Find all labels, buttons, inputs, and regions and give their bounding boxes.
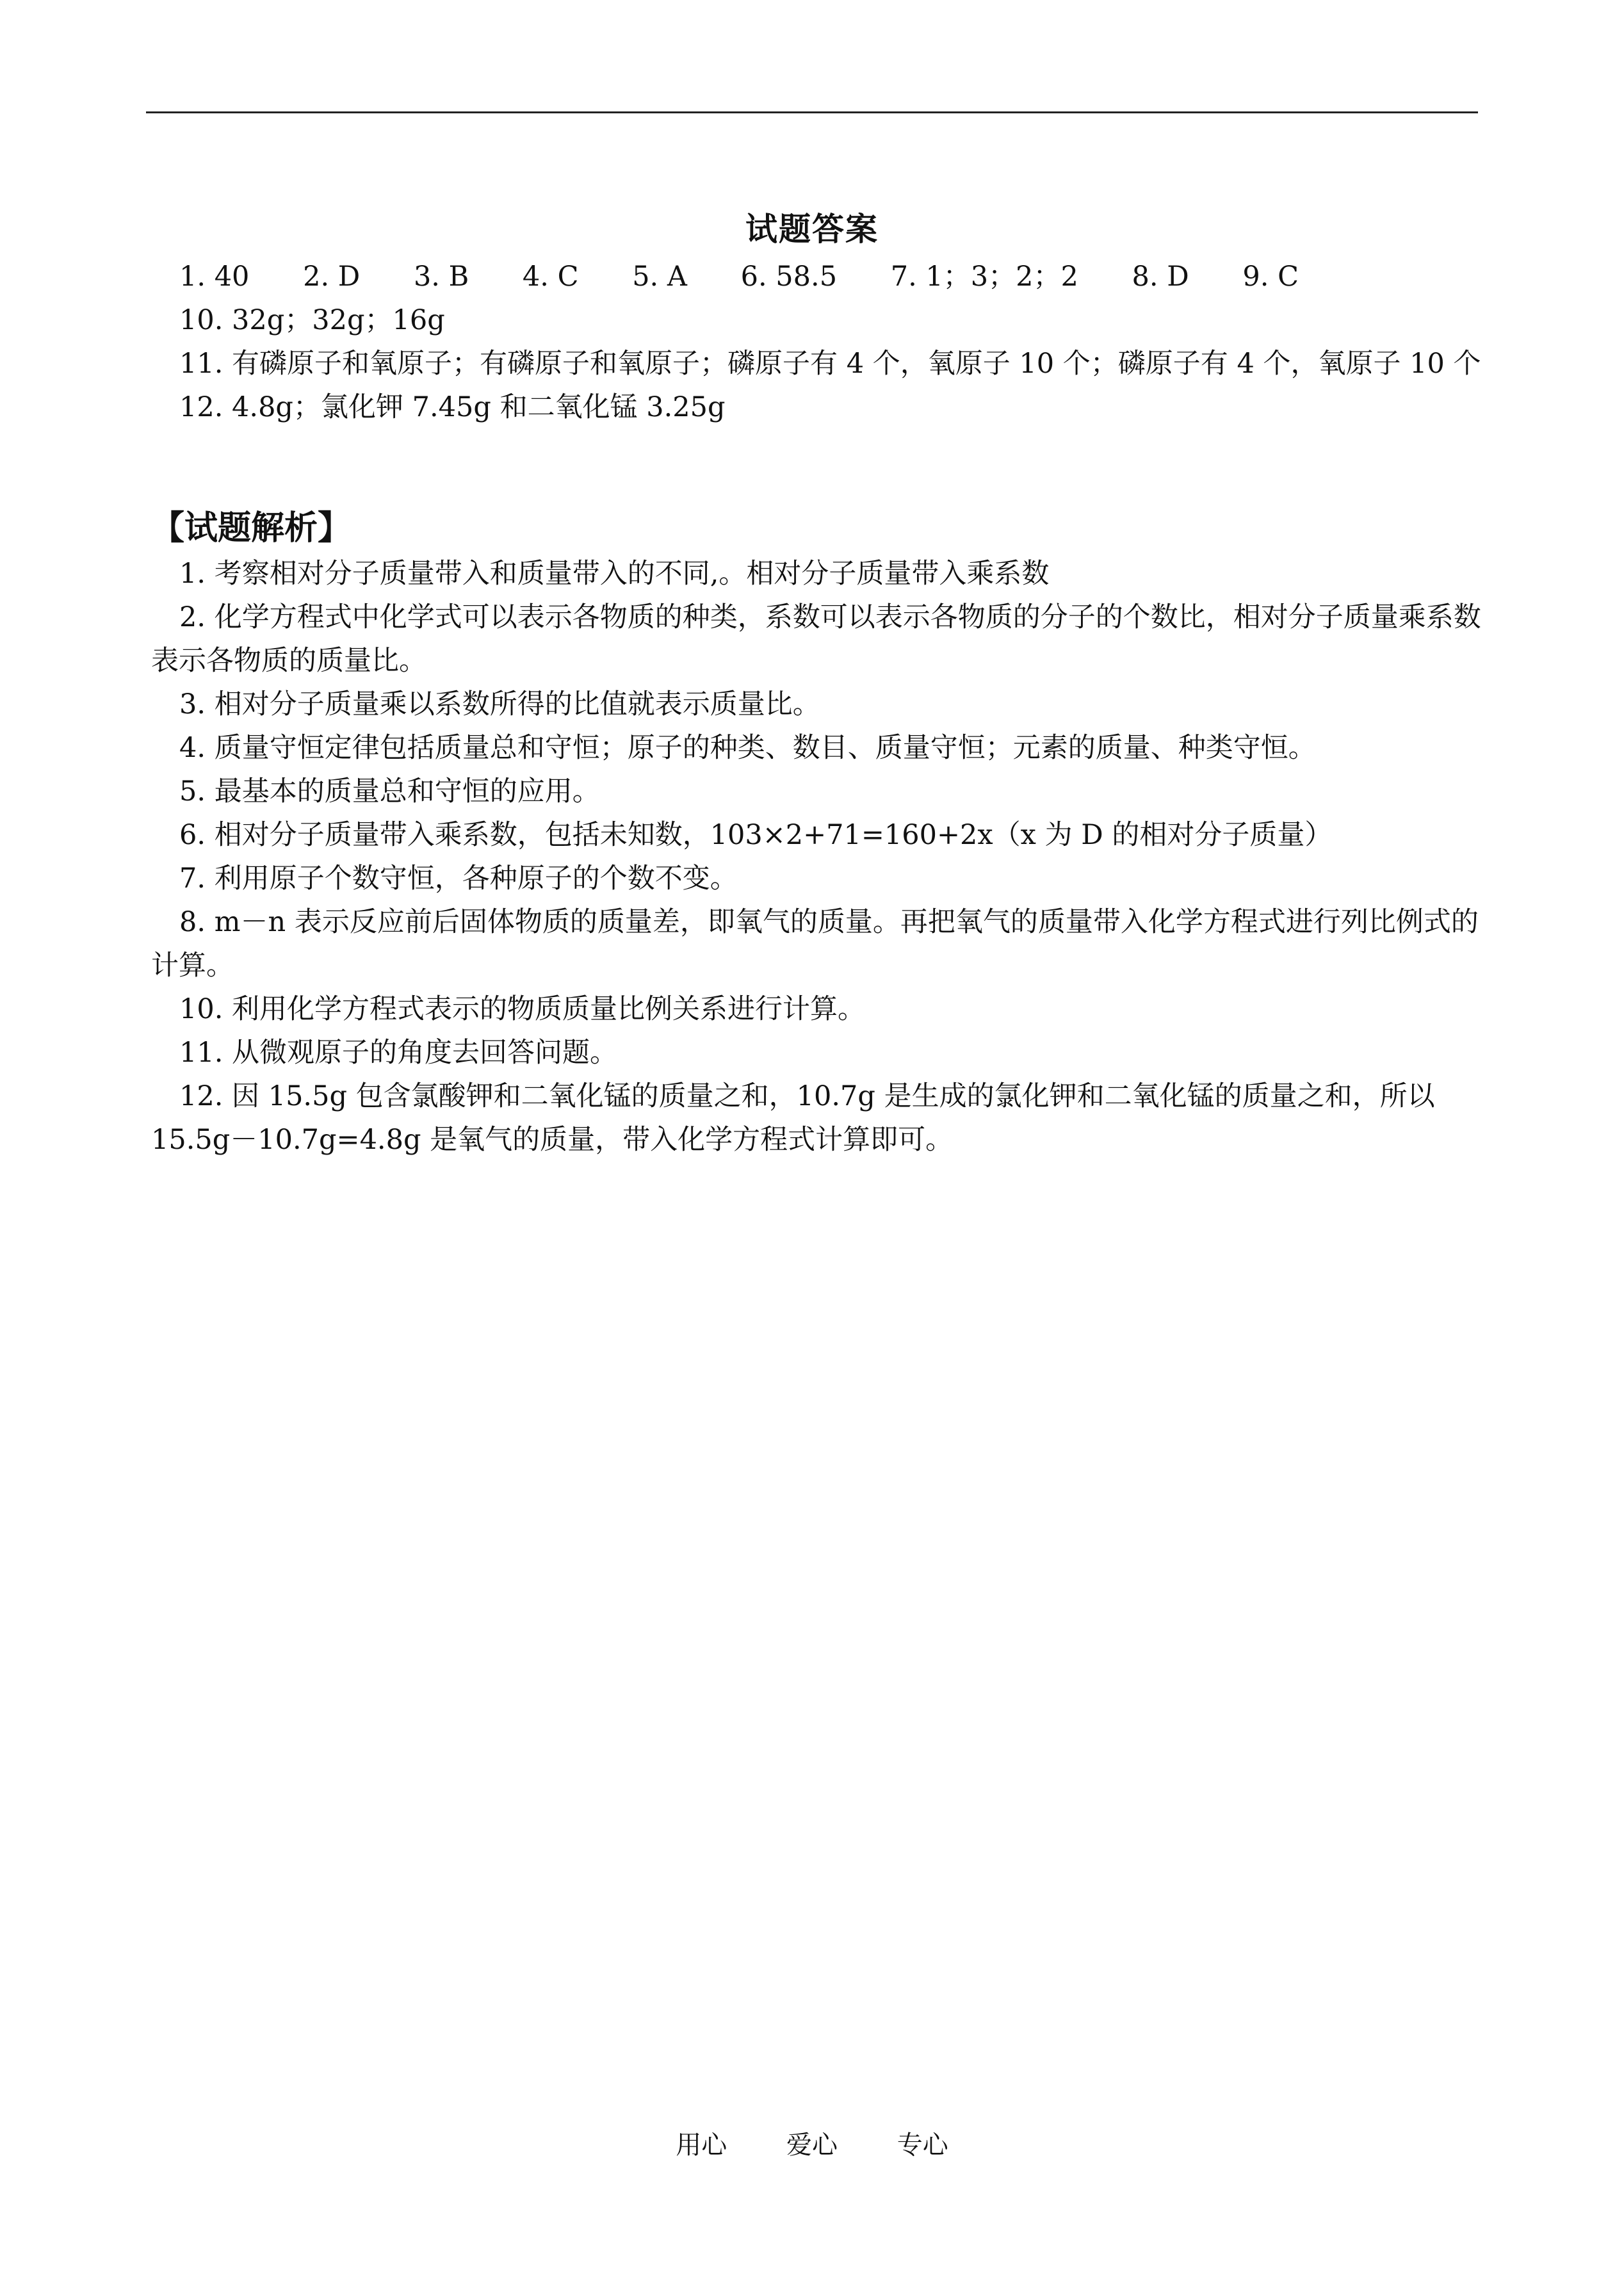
header-rule [146,111,1478,113]
footer-text: 专心 [897,2130,948,2160]
footer-text: 用心 [676,2130,727,2160]
analysis-paragraph: 12. 因 15.5g 包含氯酸钾和二氧化锰的质量之和，10.7g 是生成的氯化钾和二氧化锰的质量之和，所以 15.5g－10.7g=4.8g 是氧气的质量，带入化学方程式计算即可。 [151,1080,1435,1156]
answer-item: 7. 1；3；2；2 [890,261,1078,293]
analysis-paragraph: 4. 质量守恒定律包括质量总和守恒；原子的种类、数目、质量守恒；元素的质量、种类守恒。 [179,732,1316,764]
answer-item: 2. D [303,261,361,293]
answer-item: 3. B [413,261,469,293]
answer-item: 1. 40 [179,261,250,293]
analysis-paragraph: 11. 从微观原子的角度去回答问题。 [179,1037,618,1069]
answer-item: 6. 58.5 [740,261,838,293]
analysis-paragraph: 6. 相对分子质量带入乘系数，包括未知数，103×2+71=160+2x（x 为 D 的相对分子质量） [179,819,1333,851]
analysis-paragraph: 7. 利用原子个数守恒，各种原子的个数不变。 [179,863,738,895]
page-title: 试题答案 [745,211,879,248]
answer-item: 4. C [522,261,579,293]
analysis-paragraph: 3. 相对分子质量乘以系数所得的比值就表示质量比。 [179,688,820,720]
analysis-paragraph: 1. 考察相对分子质量带入和质量带入的不同,。相对分子质量带入乘系数 [179,558,1050,590]
answer-item: 5. A [632,261,687,293]
analysis-paragraph: 5. 最基本的质量总和守恒的应用。 [179,775,600,807]
analysis-heading: 【试题解析】 [151,509,352,547]
analysis-paragraph: 10. 利用化学方程式表示的物质质量比例关系进行计算。 [179,993,866,1025]
answer-paragraph: 11. 有磷原子和氧原子；有磷原子和氧原子；磷原子有 4 个，氧原子 10 个；磷原子有 4 个，氧原子 10 个 [179,348,1481,380]
answers-block [151,298,1483,429]
answer-paragraph: 10. 32g；32g；16g [179,304,445,336]
footer-text: 爱心 [786,2130,838,2160]
answer-item: 9. C [1242,261,1299,293]
answers-inline-row [179,255,1299,298]
answer-paragraph: 12. 4.8g；氯化钾 7.45g 和二氧化锰 3.25g [179,391,726,423]
analysis-paragraph: 2. 化学方程式中化学式可以表示各物质的种类，系数可以表示各物质的分子的个数比，相对分子质量乘系数表示各物质的质量比。 [151,601,1481,677]
page-footer [0,2125,1624,2161]
analysis-block [151,552,1483,1162]
answer-item: 8. D [1132,261,1189,293]
analysis-paragraph: 8. m－n 表示反应前后固体物质的质量差，即氧气的质量。再把氧气的质量带入化学方程式进行列比例式的计算。 [151,906,1479,982]
